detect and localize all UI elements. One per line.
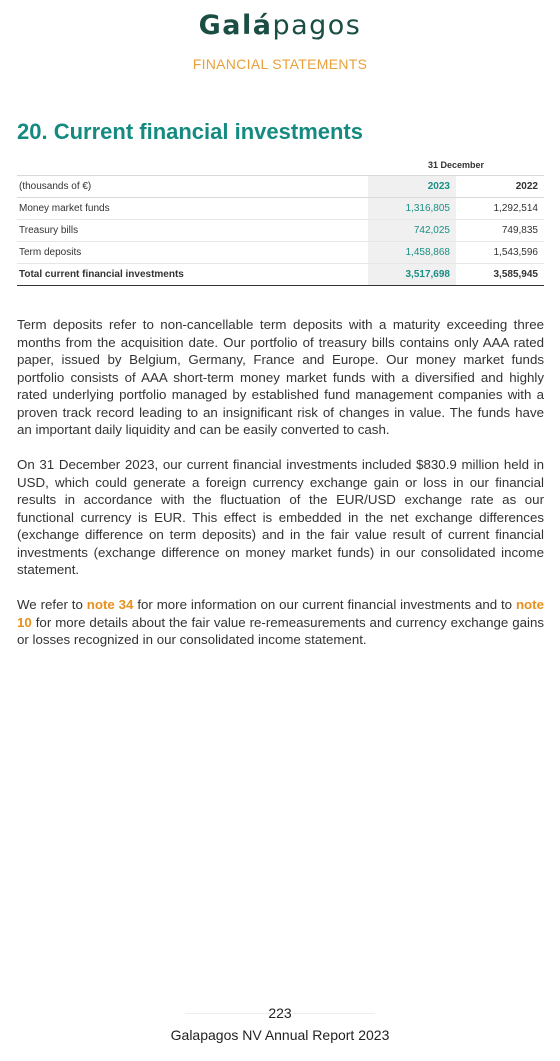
table-row bbox=[17, 198, 544, 220]
row-label: Term deposits bbox=[17, 242, 368, 264]
total-2022: 3,585,945 bbox=[456, 264, 544, 286]
table-row bbox=[17, 220, 544, 242]
reference-text: We refer to bbox=[17, 597, 87, 612]
value-2023: 1,316,805 bbox=[368, 198, 456, 220]
total-label: Total current financial investments bbox=[17, 264, 368, 286]
row-label: Money market funds bbox=[17, 198, 368, 220]
value-2023: 1,458,868 bbox=[368, 242, 456, 264]
logo-part-1: Galá bbox=[198, 10, 273, 41]
value-2022: 1,292,514 bbox=[456, 198, 544, 220]
paragraph-usd-exposure: On 31 December 2023, our current financial investments included $830.9 million held in USD, which could generate a foreign currency exchange gain or loss in our financial results in accordance with the fluctuation of the EUR/USD exchange rate as our functional currency is EUR. This effect is embedded in the net exchange differences (exchange difference on term deposits) and in the fair value result of current financial investments (exchange difference on money market funds) in our consolidated income statement. bbox=[17, 457, 544, 577]
paragraph-term-deposits: Term deposits refer to non-cancellable term deposits with a maturity exceeding three months from the acquisition date. Our portfolio of treasury bills contains only AAA rated paper, issued by Belgium, Germany, France and Europe. Our money market funds portfolio consists of AAA short-term money market funds with a diversified and highly rated underlying portfolio managed by established fund management companies with a proven track record leading to an insignificant risk of changes in value. The funds have an important daily liquidity and can be easily converted to cash. bbox=[17, 317, 544, 437]
logo-part-2: pagos bbox=[272, 10, 362, 41]
galapagos-logo bbox=[0, 10, 560, 41]
row-label: Treasury bills bbox=[17, 220, 368, 242]
value-2022: 749,835 bbox=[456, 220, 544, 242]
unit-label: (thousands of €) bbox=[17, 176, 368, 198]
report-title: Galapagos NV Annual Report 2023 bbox=[170, 1027, 390, 1043]
paragraph-references bbox=[17, 596, 544, 649]
total-row bbox=[17, 264, 544, 286]
note-34-link[interactable]: note 34 bbox=[86, 597, 134, 612]
financial-investments-table bbox=[17, 155, 544, 286]
year-2023-header: 2023 bbox=[368, 176, 456, 198]
table-row bbox=[17, 242, 544, 264]
header-subtitle: FINANCIAL STATEMENTS bbox=[192, 56, 368, 72]
section-title: 20. Current financial investments bbox=[17, 119, 363, 144]
total-2023: 3,517,698 bbox=[368, 264, 456, 286]
note-10-link[interactable]: note 10 bbox=[17, 597, 545, 630]
year-2022-header: 2022 bbox=[456, 176, 544, 198]
reference-text: for more details about the fair value re-remeasurements and currency exchange gains or losses recognized in our consolidated income statement. bbox=[17, 614, 544, 647]
blank-cell bbox=[17, 155, 368, 176]
reference-text: for more information on our current financial investments and to bbox=[133, 597, 516, 612]
value-2022: 1,543,596 bbox=[456, 242, 544, 264]
page-number: 223 bbox=[268, 1005, 292, 1021]
header-row bbox=[17, 176, 544, 198]
value-2023: 742,025 bbox=[368, 220, 456, 242]
period-row bbox=[17, 155, 544, 176]
period-label: 31 December bbox=[427, 160, 485, 170]
